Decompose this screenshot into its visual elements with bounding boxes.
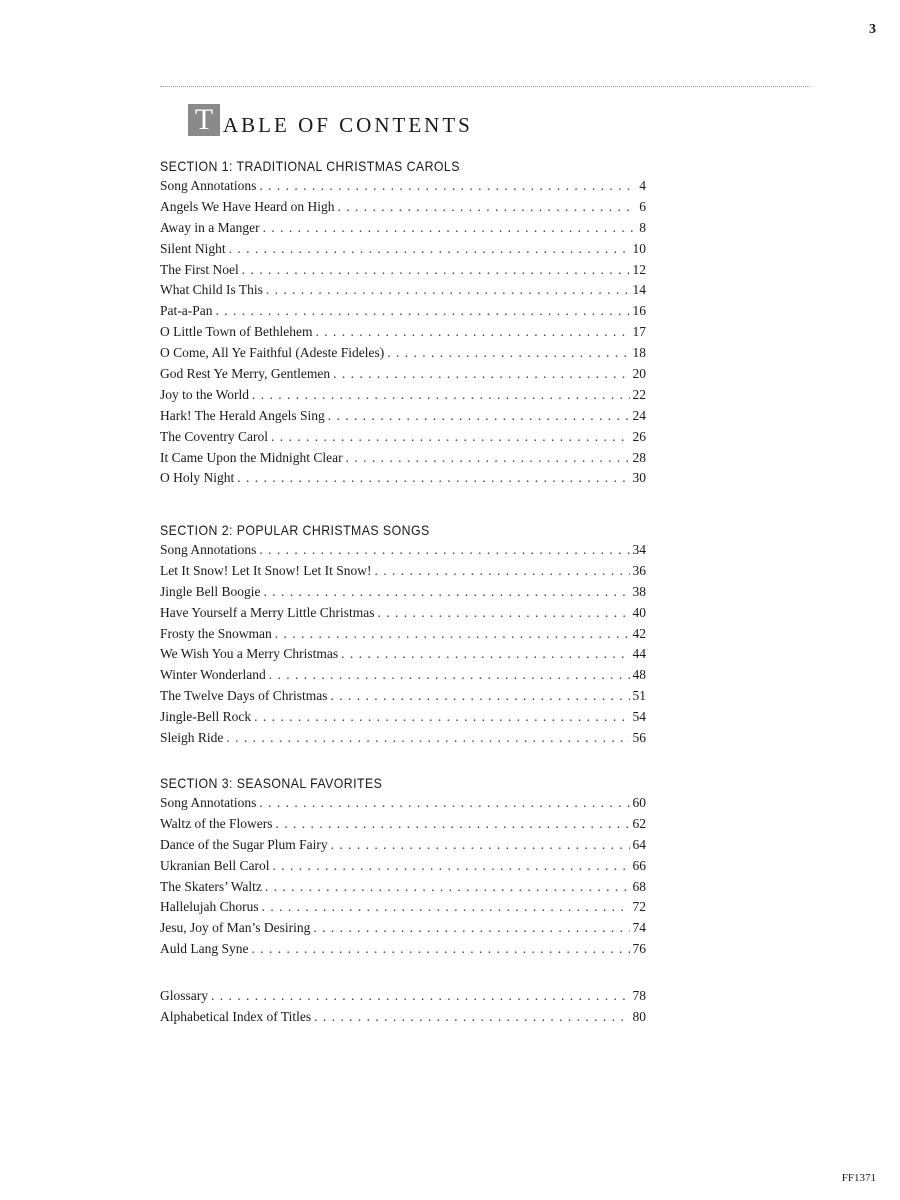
entry-title: Dance of the Sugar Plum Fairy xyxy=(160,836,328,852)
toc-entry[interactable] xyxy=(160,707,646,728)
entry-title: It Came Upon the Midnight Clear xyxy=(160,449,343,465)
toc-entry[interactable] xyxy=(160,197,646,218)
toc-entry[interactable] xyxy=(160,728,646,749)
toc-entry[interactable] xyxy=(160,856,646,877)
dot-leader xyxy=(211,986,630,1007)
toc-entry[interactable] xyxy=(160,260,646,281)
dot-leader xyxy=(333,364,629,385)
entry-page-number: 30 xyxy=(632,470,646,486)
entry-page-number: 16 xyxy=(632,303,646,319)
toc-entry[interactable] xyxy=(160,406,646,427)
entry-title: Ukranian Bell Carol xyxy=(160,857,270,873)
dot-leader xyxy=(314,1007,629,1028)
entry-page-number: 68 xyxy=(632,878,646,894)
dot-leader xyxy=(346,448,630,469)
toc-entry[interactable] xyxy=(160,814,646,835)
entry-title: Auld Lang Syne xyxy=(160,941,249,957)
entry-page-number: 38 xyxy=(632,583,646,599)
entry-title: Joy to the World xyxy=(160,386,250,402)
entry-title: The Twelve Days of Christmas xyxy=(160,688,328,704)
entry-title: Angels We Have Heard on High xyxy=(160,198,335,214)
toc-entry[interactable] xyxy=(160,877,646,898)
dot-leader xyxy=(374,561,629,582)
toc-entry[interactable] xyxy=(160,793,646,814)
entry-title: O Come, All Ye Faithful (Adeste Fideles) xyxy=(160,345,385,361)
dot-leader xyxy=(313,918,629,939)
entry-title: Alphabetical Index of Titles xyxy=(160,1008,312,1024)
toc-entry[interactable] xyxy=(160,686,646,707)
entry-page-number: 72 xyxy=(632,899,646,915)
dot-leader xyxy=(341,644,629,665)
entry-page-number: 8 xyxy=(639,219,646,235)
dot-leader xyxy=(264,582,630,603)
toc-entry[interactable] xyxy=(160,218,646,239)
entry-page-number: 48 xyxy=(632,667,646,683)
dot-leader xyxy=(331,835,630,856)
toc-entry[interactable] xyxy=(160,582,646,603)
title-initial: T xyxy=(188,104,220,136)
entry-page-number: 51 xyxy=(632,688,646,704)
entry-page-number: 66 xyxy=(632,857,646,873)
toc-entry[interactable] xyxy=(160,385,646,406)
entry-page-number: 44 xyxy=(632,646,646,662)
entry-title: Song Annotations xyxy=(160,795,257,810)
dot-leader xyxy=(259,793,629,814)
entry-page-number: 80 xyxy=(632,1008,646,1024)
entry-page-number: 64 xyxy=(632,836,646,852)
entry-page-number: 78 xyxy=(632,988,646,1003)
dot-leader xyxy=(338,197,637,218)
entry-page-number: 36 xyxy=(632,562,646,578)
entry-page-number: 4 xyxy=(639,178,646,193)
entry-title: What Child Is This xyxy=(160,282,263,298)
entry-page-number: 74 xyxy=(632,920,646,936)
entry-title: The Skaters’ Waltz xyxy=(160,878,262,894)
entry-title: Winter Wonderland xyxy=(160,667,266,683)
toc-entry[interactable] xyxy=(160,665,646,686)
toc-entry[interactable] xyxy=(160,239,646,260)
header-rule xyxy=(160,86,810,87)
dot-leader xyxy=(271,427,630,448)
toc-entry[interactable] xyxy=(160,176,646,197)
page-number: 3 xyxy=(869,22,876,37)
dot-leader xyxy=(252,939,630,960)
entry-page-number: 24 xyxy=(632,407,646,423)
toc-entry[interactable] xyxy=(160,939,646,960)
toc-entry[interactable] xyxy=(160,448,646,469)
dot-leader xyxy=(252,385,629,406)
toc-entry[interactable] xyxy=(160,301,646,322)
entry-title: O Holy Night xyxy=(160,470,235,486)
entry-page-number: 20 xyxy=(632,366,646,382)
dot-leader xyxy=(237,468,629,489)
dot-leader xyxy=(377,603,629,624)
entry-title: God Rest Ye Merry, Gentlemen xyxy=(160,366,331,382)
entry-page-number: 28 xyxy=(632,449,646,465)
dot-leader xyxy=(328,406,630,427)
dot-leader xyxy=(263,218,637,239)
entry-page-number: 42 xyxy=(632,625,646,641)
toc-entry[interactable] xyxy=(160,897,646,918)
page-title xyxy=(188,104,473,136)
dot-leader xyxy=(276,814,630,835)
toc-section-3 xyxy=(160,773,646,960)
entry-title: The First Noel xyxy=(160,261,239,277)
entry-title: Silent Night xyxy=(160,240,226,256)
dot-leader xyxy=(387,343,629,364)
entry-title: Frosty the Snowman xyxy=(160,625,272,641)
entry-page-number: 54 xyxy=(632,709,646,725)
toc-entry[interactable] xyxy=(160,644,646,665)
entry-title: Away in a Manger xyxy=(160,219,260,235)
toc-entry[interactable] xyxy=(160,561,646,582)
entry-title: Glossary xyxy=(160,988,208,1003)
entry-page-number: 40 xyxy=(632,604,646,620)
dot-leader xyxy=(215,301,629,322)
entry-title: Jingle Bell Boogie xyxy=(160,583,261,599)
entry-page-number: 56 xyxy=(632,730,646,746)
entry-title: Jingle-Bell Rock xyxy=(160,709,252,725)
toc-entry[interactable] xyxy=(160,986,646,1007)
dot-leader xyxy=(331,686,630,707)
entry-page-number: 12 xyxy=(632,261,646,277)
catalog-number: FF1371 xyxy=(841,1172,876,1184)
toc-entry[interactable] xyxy=(160,364,646,385)
toc-entry[interactable] xyxy=(160,540,646,561)
entry-title: Sleigh Ride xyxy=(160,730,224,746)
entry-title: Let It Snow! Let It Snow! Let It Snow! xyxy=(160,562,372,578)
entry-page-number: 18 xyxy=(632,345,646,361)
dot-leader xyxy=(259,176,636,197)
entry-title: The Coventry Carol xyxy=(160,428,268,444)
entry-page-number: 34 xyxy=(632,542,646,557)
entry-title: Song Annotations xyxy=(160,542,257,557)
entry-title: Have Yourself a Merry Little Christmas xyxy=(160,604,375,620)
entry-page-number: 14 xyxy=(632,282,646,298)
dot-leader xyxy=(272,856,629,877)
entry-page-number: 22 xyxy=(632,386,646,402)
toc-entry[interactable] xyxy=(160,343,646,364)
entry-title: Waltz of the Flowers xyxy=(160,815,273,831)
entry-title: Pat-a-Pan xyxy=(160,303,213,319)
dot-leader xyxy=(229,239,630,260)
toc-section-2 xyxy=(160,520,646,749)
entry-page-number: 60 xyxy=(632,795,646,810)
dot-leader xyxy=(262,897,630,918)
dot-leader xyxy=(269,665,630,686)
toc-entry[interactable] xyxy=(160,835,646,856)
dot-leader xyxy=(242,260,630,281)
toc-entry[interactable] xyxy=(160,624,646,645)
dot-leader xyxy=(265,877,630,898)
entry-page-number: 76 xyxy=(632,941,646,957)
toc-entry[interactable] xyxy=(160,280,646,301)
entry-title: Hark! The Herald Angels Sing xyxy=(160,407,325,423)
toc-entry[interactable] xyxy=(160,918,646,939)
title-text: ABLE OF CONTENTS xyxy=(223,113,473,137)
entry-title: Jesu, Joy of Man’s Desiring xyxy=(160,920,311,936)
toc-entry[interactable] xyxy=(160,427,646,448)
section-heading: SECTION 2: POPULAR CHRISTMAS SONGS xyxy=(160,522,430,538)
section-heading: SECTION 3: SEASONAL FAVORITES xyxy=(160,775,383,791)
entry-title: Song Annotations xyxy=(160,178,257,193)
dot-leader xyxy=(259,540,629,561)
toc-entry[interactable] xyxy=(160,603,646,624)
entry-page-number: 17 xyxy=(632,324,646,340)
dot-leader xyxy=(275,624,630,645)
dot-leader xyxy=(316,322,630,343)
entry-page-number: 62 xyxy=(632,815,646,831)
dot-leader xyxy=(226,728,629,749)
toc-entry[interactable] xyxy=(160,468,646,489)
entry-title: O Little Town of Bethlehem xyxy=(160,324,313,340)
entry-title: Hallelujah Chorus xyxy=(160,899,259,915)
section-heading: SECTION 1: TRADITIONAL CHRISTMAS CAROLS xyxy=(160,158,460,174)
entry-page-number: 26 xyxy=(632,428,646,444)
entry-title: We Wish You a Merry Christmas xyxy=(160,646,339,662)
dot-leader xyxy=(266,280,630,301)
dot-leader xyxy=(254,707,629,728)
entry-page-number: 6 xyxy=(639,198,646,214)
toc-entry[interactable] xyxy=(160,322,646,343)
entry-page-number: 10 xyxy=(632,240,646,256)
toc-entry[interactable] xyxy=(160,1007,646,1028)
toc-back-matter xyxy=(160,986,646,1028)
toc-section-1 xyxy=(160,156,646,489)
